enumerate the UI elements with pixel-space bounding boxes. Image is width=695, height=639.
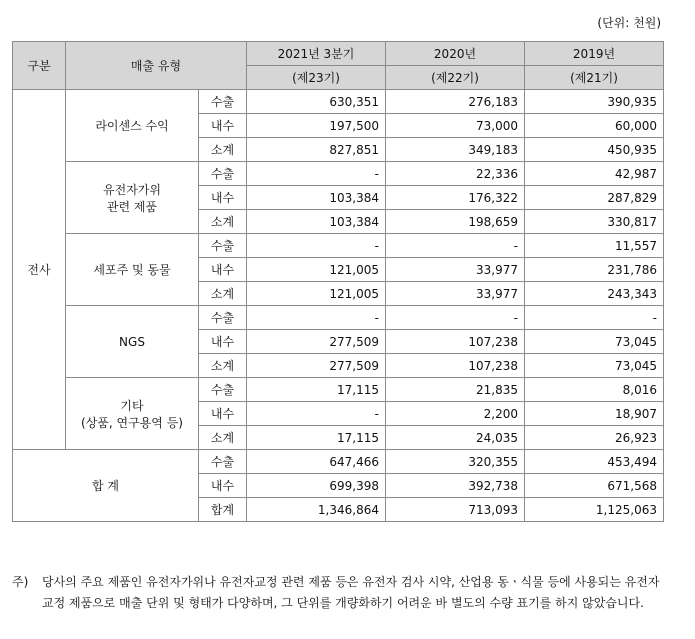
amount-cell: 21,835: [386, 378, 525, 402]
header-period-3-sub: (제21기): [525, 66, 664, 90]
amount-cell: 671,568: [525, 474, 664, 498]
amount-cell: -: [386, 306, 525, 330]
amount-cell: -: [386, 234, 525, 258]
amount-cell: 176,322: [386, 186, 525, 210]
product-group-name-line: 세포주 및 동물: [93, 263, 171, 277]
header-sales-type: 매출 유형: [66, 42, 247, 90]
amount-cell: 277,509: [247, 330, 386, 354]
amount-cell: 2,200: [386, 402, 525, 426]
sales-kind: 소계: [199, 210, 247, 234]
sales-kind: 소계: [199, 282, 247, 306]
amount-cell: 73,000: [386, 114, 525, 138]
amount-cell: 33,977: [386, 258, 525, 282]
header-row-1: [13, 42, 664, 66]
amount-cell: -: [525, 306, 664, 330]
company-label: 전사: [13, 90, 66, 450]
amount-cell: 713,093: [386, 498, 525, 522]
amount-cell: -: [247, 162, 386, 186]
product-group-name-line: (상품, 연구용역 등): [81, 415, 183, 430]
footnote: [12, 572, 667, 614]
amount-cell: 287,829: [525, 186, 664, 210]
table-row: [13, 378, 664, 402]
header-period-2-sub: (제22기): [386, 66, 525, 90]
amount-cell: 276,183: [386, 90, 525, 114]
sales-kind: 수출: [199, 234, 247, 258]
table-row: [13, 306, 664, 330]
product-group-name-line: 라이센스 수익: [95, 119, 169, 133]
amount-cell: 198,659: [386, 210, 525, 234]
amount-cell: 26,923: [525, 426, 664, 450]
header-period-1-sub: (제23기): [247, 66, 386, 90]
table-row: [13, 234, 664, 258]
amount-cell: 8,016: [525, 378, 664, 402]
sales-kind: 내수: [199, 258, 247, 282]
table-row: [13, 162, 664, 186]
unit-label: (단위: 천원): [597, 16, 661, 30]
sales-kind: 수출: [199, 450, 247, 474]
amount-cell: 33,977: [386, 282, 525, 306]
amount-cell: 24,035: [386, 426, 525, 450]
amount-cell: 73,045: [525, 330, 664, 354]
amount-cell: 320,355: [386, 450, 525, 474]
product-group-name: [66, 162, 199, 234]
amount-cell: 630,351: [247, 90, 386, 114]
table-row: [13, 90, 664, 114]
amount-cell: 121,005: [247, 258, 386, 282]
sales-kind: 소계: [199, 426, 247, 450]
amount-cell: 330,817: [525, 210, 664, 234]
amount-cell: 121,005: [247, 282, 386, 306]
amount-cell: -: [247, 234, 386, 258]
footnote-prefix: 주): [12, 575, 29, 589]
amount-cell: 349,183: [386, 138, 525, 162]
sales-table: [12, 41, 664, 522]
sales-kind: 수출: [199, 162, 247, 186]
product-group-name: [66, 378, 199, 450]
amount-cell: 450,935: [525, 138, 664, 162]
header-category: 구분: [13, 42, 66, 90]
sales-kind: 내수: [199, 474, 247, 498]
amount-cell: 231,786: [525, 258, 664, 282]
product-group-name-line: 기타: [120, 398, 144, 413]
amount-cell: 18,907: [525, 402, 664, 426]
sales-kind: 소계: [199, 354, 247, 378]
sales-kind: 합계: [199, 498, 247, 522]
amount-cell: 1,125,063: [525, 498, 664, 522]
total-label: 합 계: [13, 450, 199, 522]
footnote-text: 당사의 주요 제품인 유전자가위나 유전자교정 관련 제품 등은 유전자 검사 시약, 산업용 동ㆍ식물 등에 사용되는 유전자교정 제품으로 매출 단위 및 형태가 다양하며, 그 단위를 개량화하기 어려운 바 별도의 수량 표기를 하지 않았습니다.: [42, 575, 660, 610]
amount-cell: 17,115: [247, 378, 386, 402]
amount-cell: 243,343: [525, 282, 664, 306]
amount-cell: 107,238: [386, 354, 525, 378]
sales-kind: 내수: [199, 402, 247, 426]
amount-cell: 103,384: [247, 186, 386, 210]
sales-kind: 내수: [199, 186, 247, 210]
sales-kind: 내수: [199, 330, 247, 354]
amount-cell: 647,466: [247, 450, 386, 474]
table-body: [13, 90, 664, 522]
amount-cell: 699,398: [247, 474, 386, 498]
amount-cell: 453,494: [525, 450, 664, 474]
amount-cell: 1,346,864: [247, 498, 386, 522]
sales-kind: 수출: [199, 90, 247, 114]
amount-cell: 107,238: [386, 330, 525, 354]
product-group-name-line: NGS: [119, 334, 145, 349]
header-period-3: 2019년: [525, 42, 664, 66]
sales-kind: 내수: [199, 114, 247, 138]
sales-kind: 수출: [199, 378, 247, 402]
product-group-name: [66, 90, 199, 162]
sales-kind: 수출: [199, 306, 247, 330]
amount-cell: 22,336: [386, 162, 525, 186]
total-row: [13, 450, 664, 474]
header-period-1: 2021년 3분기: [247, 42, 386, 66]
amount-cell: 390,935: [525, 90, 664, 114]
amount-cell: 11,557: [525, 234, 664, 258]
amount-cell: -: [247, 402, 386, 426]
amount-cell: 827,851: [247, 138, 386, 162]
amount-cell: -: [247, 306, 386, 330]
product-group-name: [66, 306, 199, 378]
product-group-name: [66, 234, 199, 306]
amount-cell: 392,738: [386, 474, 525, 498]
product-group-name-line: 관련 제품: [106, 199, 158, 214]
amount-cell: 103,384: [247, 210, 386, 234]
amount-cell: 197,500: [247, 114, 386, 138]
amount-cell: 60,000: [525, 114, 664, 138]
amount-cell: 73,045: [525, 354, 664, 378]
amount-cell: 277,509: [247, 354, 386, 378]
product-group-name-line: 유전자가위: [103, 182, 161, 197]
sales-kind: 소계: [199, 138, 247, 162]
header-period-2: 2020년: [386, 42, 525, 66]
amount-cell: 42,987: [525, 162, 664, 186]
amount-cell: 17,115: [247, 426, 386, 450]
